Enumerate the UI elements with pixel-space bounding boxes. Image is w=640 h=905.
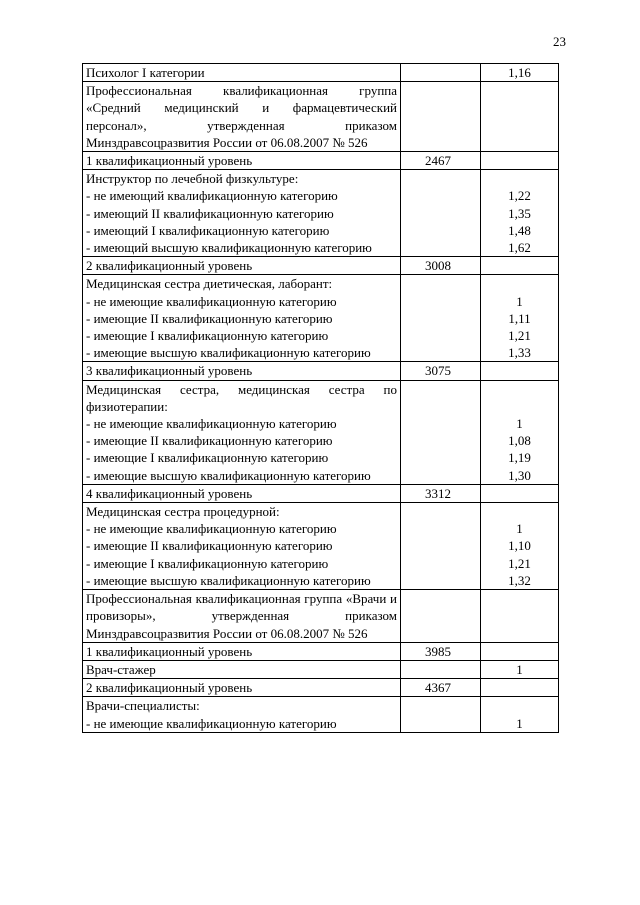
- page-number: 23: [553, 34, 566, 49]
- qualification-level-row: [83, 152, 559, 170]
- coefficient-cell: [481, 380, 559, 484]
- description-cell: [83, 275, 401, 362]
- level-label: 4 квалификационный уровень: [86, 485, 253, 501]
- coefficient-cell: [481, 679, 559, 697]
- coefficient-value: 1,19: [508, 450, 531, 466]
- salary-cell: [401, 275, 481, 362]
- base-salary-value: 3075: [425, 363, 451, 379]
- category-item: - не имеющий квалификационную категорию: [86, 188, 338, 204]
- base-salary-value: 2467: [425, 153, 451, 169]
- position-row: [83, 275, 559, 362]
- salary-cell: [401, 362, 481, 380]
- coefficient-value: 1: [516, 521, 523, 537]
- category-item: - имеющие II квалификационную категорию: [86, 538, 333, 554]
- salary-cell: [401, 64, 481, 82]
- position-row: [83, 697, 559, 732]
- coefficient-value: 1,08: [508, 433, 531, 449]
- level-label: 1 квалификационный уровень: [86, 643, 253, 659]
- description-cell: [83, 82, 401, 152]
- position-title: Врачи-специалисты:: [86, 698, 200, 714]
- coefficient-value: 1,10: [508, 538, 531, 554]
- position-title: Медицинская сестра диетическая, лаборант:: [86, 276, 333, 292]
- coefficient-cell: [481, 503, 559, 590]
- salary-cell: [401, 152, 481, 170]
- salary-cell: [401, 82, 481, 152]
- salary-cell: [401, 380, 481, 484]
- category-item: - имеющие высшую квалификационную категорию: [86, 345, 371, 361]
- qualification-level-row: [83, 679, 559, 697]
- position-title: Медицинская сестра процедурной:: [86, 504, 280, 520]
- coefficient-cell: [481, 257, 559, 275]
- category-item: - не имеющие квалификационную категорию: [86, 293, 337, 309]
- qualification-level-row: [83, 362, 559, 380]
- group-header-row: [83, 590, 559, 643]
- salary-cell: [401, 503, 481, 590]
- base-salary-value: 3008: [425, 258, 451, 274]
- position-row: [83, 503, 559, 590]
- coefficient-value: 1,62: [508, 240, 531, 256]
- coefficient-value: 1,11: [508, 310, 531, 326]
- description-cell: [83, 484, 401, 502]
- coefficient-value: 1,32: [508, 572, 531, 588]
- category-item: - имеющий I квалификационную категорию: [86, 222, 330, 238]
- salary-cell: [401, 642, 481, 660]
- table-body: [83, 64, 559, 733]
- coefficient-value: 1,22: [508, 188, 531, 204]
- coefficient-value: 1: [516, 661, 523, 677]
- coefficient-value: 1: [516, 715, 523, 731]
- category-item: - не имеющие квалификационную категорию: [86, 521, 337, 537]
- description-cell: [83, 660, 401, 678]
- position-title: Инструктор по лечебной физкультуре:: [86, 171, 299, 187]
- coefficient-cell: [481, 590, 559, 643]
- salary-table: [82, 63, 559, 733]
- coefficient-cell: [481, 170, 559, 257]
- category-item: - имеющие I квалификационную категорию: [86, 555, 329, 571]
- coefficient-cell: [481, 642, 559, 660]
- coefficient-value: 1,30: [508, 467, 531, 483]
- position-row: [83, 170, 559, 257]
- category-item: - имеющий высшую квалификационную категорию: [86, 240, 372, 256]
- salary-cell: [401, 257, 481, 275]
- category-item: Врач-стажер: [86, 661, 156, 677]
- coefficient-cell: [481, 484, 559, 502]
- position-row: [83, 64, 559, 82]
- coefficient-cell: [481, 697, 559, 732]
- category-item: - имеющие II квалификационную категорию: [86, 433, 333, 449]
- coefficient-value: 1,21: [508, 328, 531, 344]
- description-cell: [83, 257, 401, 275]
- salary-cell: [401, 697, 481, 732]
- description-cell: [83, 152, 401, 170]
- description-cell: [83, 679, 401, 697]
- coefficient-value: 1,35: [508, 205, 531, 221]
- coefficient-value: 1: [516, 416, 523, 432]
- level-label: 1 квалификационный уровень: [86, 153, 253, 169]
- category-item: - имеющий II квалификационную категорию: [86, 205, 334, 221]
- category-item: - имеющие высшую квалификационную категорию: [86, 572, 371, 588]
- category-item: - имеющие I квалификационную категорию: [86, 328, 329, 344]
- qualification-level-row: [83, 484, 559, 502]
- group-header-row: [83, 82, 559, 152]
- description-cell: [83, 697, 401, 732]
- category-item: - не имеющие квалификационную категорию: [86, 416, 337, 432]
- coefficient-value: 1,33: [508, 345, 531, 361]
- coefficient-value: 1,48: [508, 222, 531, 238]
- group-header-text: Профессиональная квалификационная группа «Средний медицинский и фармацевтический персонал», утвержденная приказом Минздравсоцразвития России от 06.08.2007 № 526: [86, 83, 397, 150]
- coefficient-value: 1: [516, 293, 523, 309]
- category-item: - имеющие I квалификационную категорию: [86, 450, 329, 466]
- coefficient-cell: [481, 64, 559, 82]
- description-cell: [83, 642, 401, 660]
- base-salary-value: 4367: [425, 680, 451, 696]
- coefficient-cell: [481, 82, 559, 152]
- qualification-level-row: [83, 257, 559, 275]
- salary-cell: [401, 590, 481, 643]
- qualification-level-row: [83, 642, 559, 660]
- description-cell: [83, 503, 401, 590]
- coefficient-cell: [481, 152, 559, 170]
- group-header-text: Профессиональная квалификационная группа «Врачи и провизоры», утвержденная приказом Минздравсоцразвития России от 06.08.2007 № 526: [86, 591, 397, 641]
- description-cell: [83, 64, 401, 82]
- level-label: 2 квалификационный уровень: [86, 680, 253, 696]
- coefficient-cell: [481, 275, 559, 362]
- description-cell: [83, 170, 401, 257]
- coefficient-value: 1,16: [508, 65, 531, 80]
- coefficient-cell: [481, 660, 559, 678]
- category-item: - не имеющие квалификационную категорию: [86, 715, 337, 731]
- description-cell: [83, 590, 401, 643]
- coefficient-cell: [481, 362, 559, 380]
- salary-cell: [401, 679, 481, 697]
- base-salary-value: 3312: [425, 485, 451, 501]
- position-row: [83, 380, 559, 484]
- description-cell: [83, 380, 401, 484]
- category-item: - имеющие высшую квалификационную категорию: [86, 467, 371, 483]
- base-salary-value: 3985: [425, 643, 451, 659]
- salary-cell: [401, 660, 481, 678]
- position-title: Медицинская сестра, медицинская сестра по физиотерапии:: [86, 381, 397, 414]
- category-item: Психолог I категории: [86, 65, 205, 80]
- position-row: [83, 660, 559, 678]
- category-item: - имеющие II квалификационную категорию: [86, 310, 333, 326]
- coefficient-value: 1,21: [508, 555, 531, 571]
- salary-cell: [401, 484, 481, 502]
- description-cell: [83, 362, 401, 380]
- level-label: 2 квалификационный уровень: [86, 258, 253, 274]
- level-label: 3 квалификационный уровень: [86, 363, 253, 379]
- salary-cell: [401, 170, 481, 257]
